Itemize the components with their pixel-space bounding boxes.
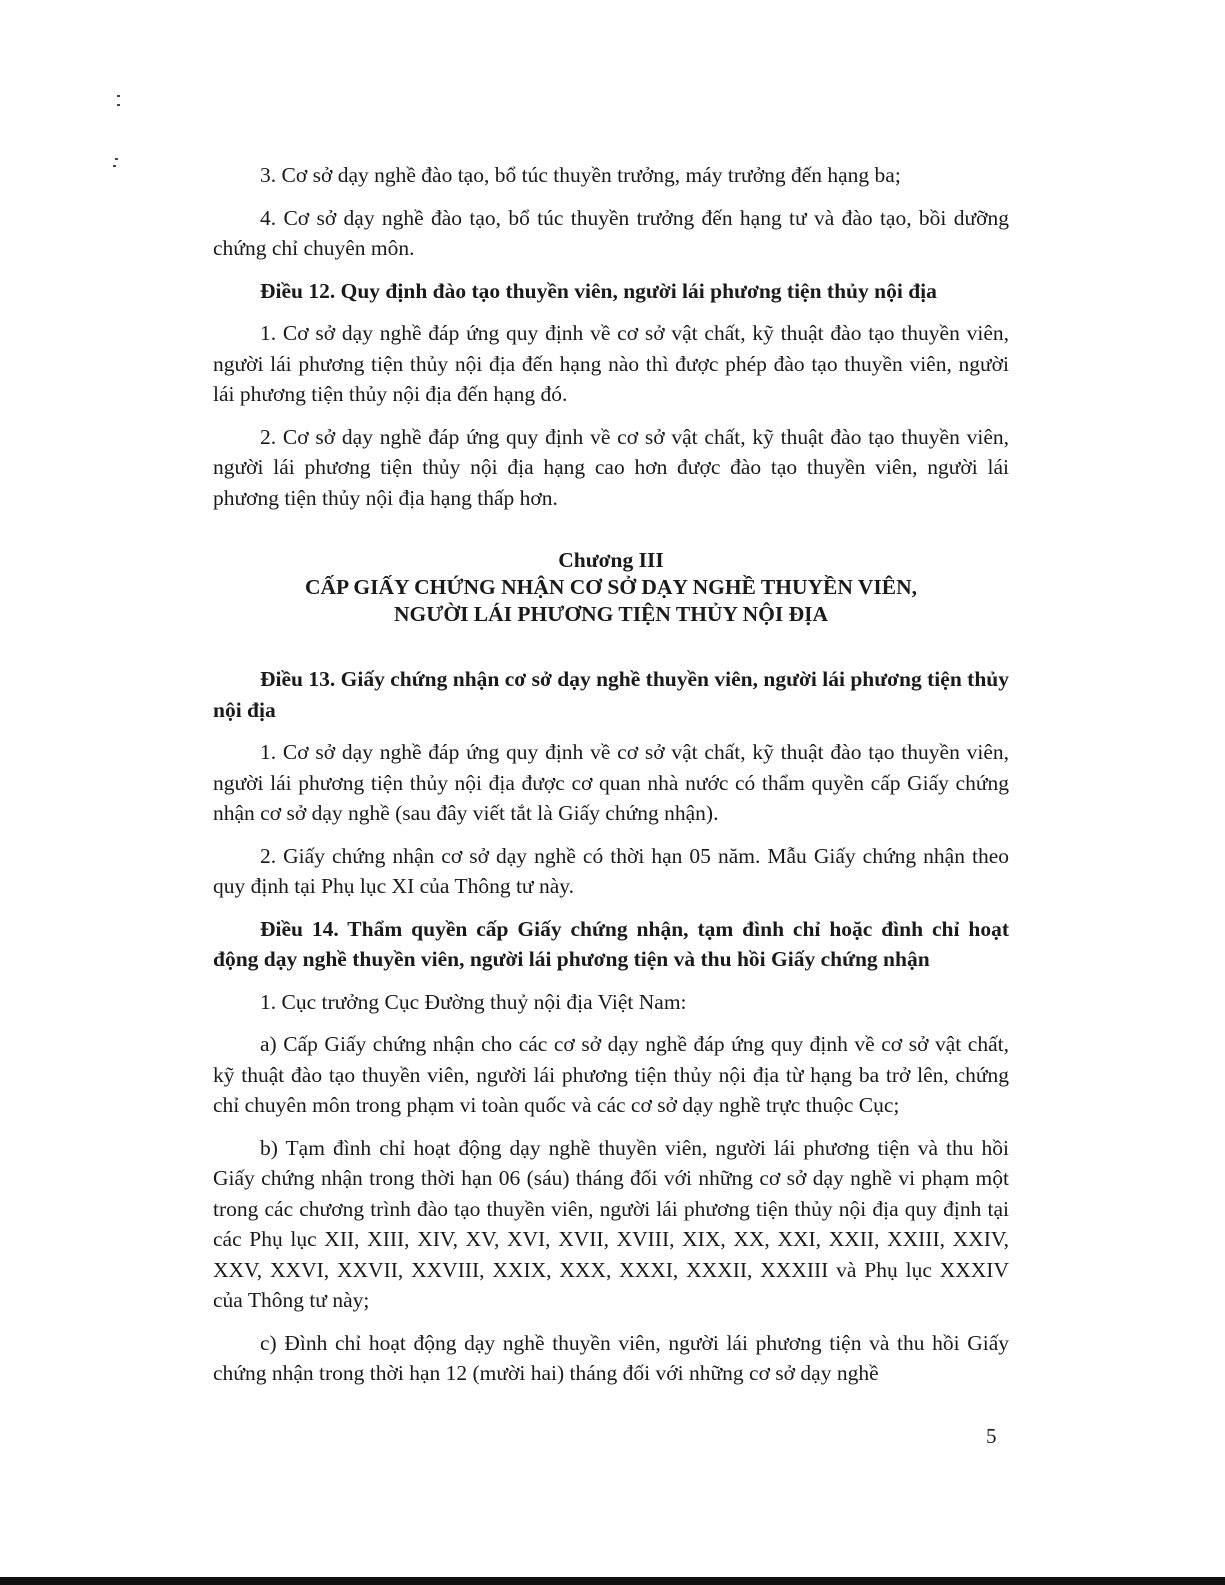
paragraph: 1. Cục trưởng Cục Đường thuỷ nội địa Việt Nam: [260,989,687,1014]
chapter-title-line: NGƯỜI LÁI PHƯƠNG TIỆN THỦY NỘI ĐỊA [393,602,829,626]
article-heading: Điều 12. Quy định đào tạo thuyền viên, người lái phương tiện thủy nội địa [260,278,937,303]
paragraph: 4. Cơ sở dạy nghề đào tạo, bổ túc thuyền trưởng đến hạng tư và đào tạo, bồi dưỡng chứng chỉ chuyên môn. [213,205,1009,260]
paragraph: 1. Cơ sở dạy nghề đáp ứng quy định về cơ sở vật chất, kỹ thuật đào tạo thuyền viên, người lái phương tiện thủy nội địa được cơ quan nhà nước có thẩm quyền cấp Giấy chứng nhận cơ sở dạy nghề (sau đây viết tắt là Giấy chứng nhận). [213,740,1009,825]
scan-mark [113,165,116,167]
scan-mark [115,158,118,160]
document-body [213,160,1009,1401]
paragraph: a) Cấp Giấy chứng nhận cho các cơ sở dạy nghề đáp ứng quy định về cơ sở vật chất, kỹ thuật đào tạo thuyền viên, người lái phương tiện thủy nội địa từ hạng ba trở lên, chứng chỉ chuyên môn trong phạm vi toàn quốc và các cơ sở dạy nghề trực thuộc Cục; [213,1032,1009,1117]
paragraph: 2. Giấy chứng nhận cơ sở dạy nghề có thời hạn 05 năm. Mẫu Giấy chứng nhận theo quy định tại Phụ lục XI của Thông tư này. [213,843,1009,898]
paragraph: 2. Cơ sở dạy nghề đáp ứng quy định về cơ sở vật chất, kỹ thuật đào tạo thuyền viên, người lái phương tiện thủy nội địa hạng cao hơn được đào tạo thuyền viên, người lái phương tiện thủy nội địa hạng thấp hơn. [213,424,1009,510]
paragraph: c) Đình chỉ hoạt động dạy nghề thuyền viên, người lái phương tiện và thu hồi Giấy chứng nhận trong thời hạn 12 (mười hai) tháng đối với những cơ sở dạy nghề [213,1330,1009,1385]
paragraph: 1. Cơ sở dạy nghề đáp ứng quy định về cơ sở vật chất, kỹ thuật đào tạo thuyền viên, người lái phương tiện thủy nội địa đến hạng nào thì được phép đào tạo thuyền viên, người lái phương tiện thủy nội địa đến hạng đó. [213,321,1009,406]
article-heading: Điều 14. Thẩm quyền cấp Giấy chứng nhận, tạm đình chỉ hoặc đình chỉ hoạt động dạy nghề thuyền viên, người lái phương tiện và thu hồi Giấy chứng nhận [213,916,1009,971]
page-number: 5 [986,1424,997,1448]
scan-mark [117,104,120,106]
chapter-label: Chương III [558,548,664,572]
chapter-title [213,574,1009,628]
paragraph: b) Tạm đình chỉ hoạt động dạy nghề thuyền viên, người lái phương tiện và thu hồi Giấy chứng nhận trong thời hạn 06 (sáu) tháng đối với những cơ sở dạy nghề vi phạm một trong các chương trình đào tạo thuyền viên, người lái phương tiện thủy nội địa quy định tại các Phụ lục XII, XIII, XIV, XV, XVI, XVII, XVIII, XIX, XX, XXI, XXII, XXIII, XXIV, XXV, XXVI, XXVII, XXVIII, XXIX, XXX, XXXI, XXXII, XXXIII và Phụ lục XXXIV của Thông tư này; [213,1135,1009,1312]
paragraph: 3. Cơ sở dạy nghề đào tạo, bổ túc thuyền trưởng, máy trưởng đến hạng ba; [260,163,901,187]
chapter-title-line: CẤP GIẤY CHỨNG NHẬN CƠ SỞ DẠY NGHỀ THUYỀN VIÊN, [304,575,917,599]
article-heading: Điều 13. Giấy chứng nhận cơ sở dạy nghề thuyền viên, người lái phương tiện thủy nội địa [213,667,1009,722]
scan-edge [0,1577,1225,1585]
scan-mark [117,95,120,97]
